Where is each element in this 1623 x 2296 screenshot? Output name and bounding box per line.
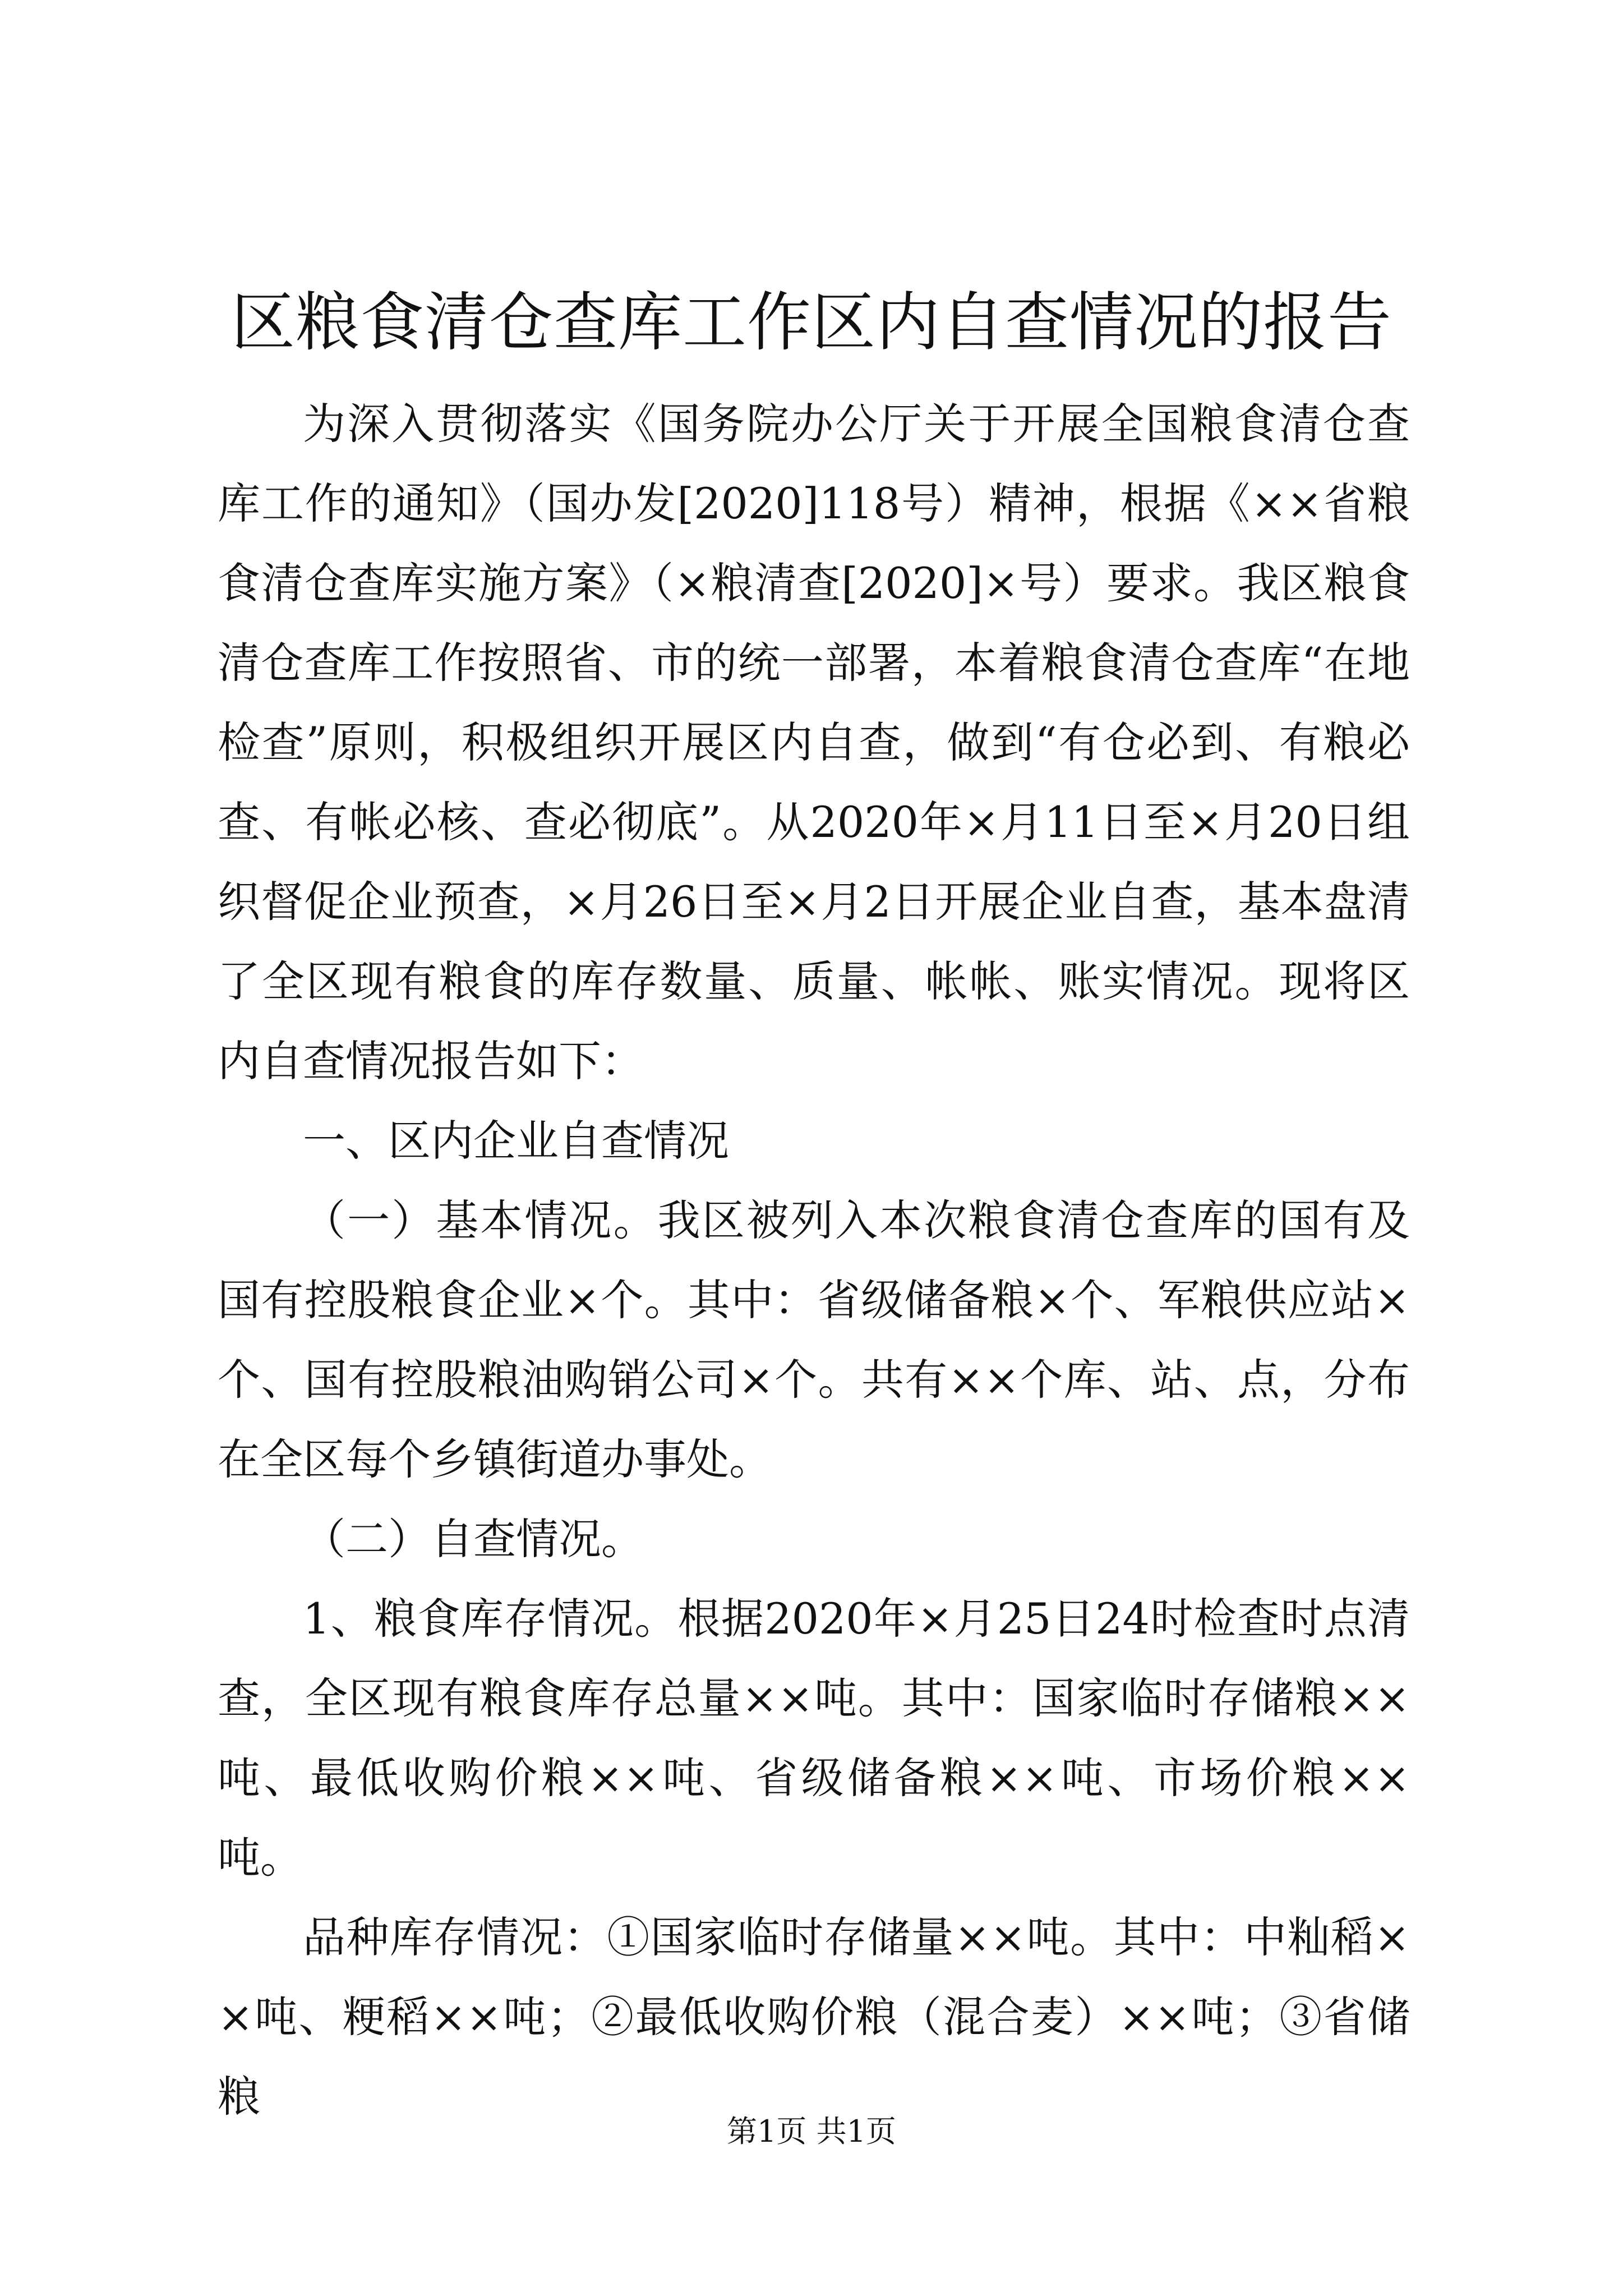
page-number-footer: 第1页 共1页	[727, 2114, 896, 2149]
document-body	[218, 384, 1410, 2137]
intro-paragraph: 为深入贯彻落实《国务院办公厅关于开展全国粮食清仓查库工作的通知》（国办发[2020]118号）精神，根据《××省粮食清仓查库实施方案》（×粮清查[2020]×号）要求。我区粮食清仓查库工作按照省、市的统一部署，本着粮食清仓查库“在地检查”原则，积极组织开展区内自查，做到“有仓必到、有粮必查、有帐必核、查必彻底”。从2020年×月11日至×月20日组织督促企业预查，×月26日至×月2日开展企业自查，基本盘清了全区现有粮食的库存数量、质量、帐帐、账实情况。现将区内自查情况报告如下：	[218, 399, 1410, 1086]
section-heading-self-check: 一、区内企业自查情况	[303, 1116, 729, 1166]
document-title: 区粮食清仓查库工作区内自查情况的报告	[230, 285, 1392, 360]
basic-situation-paragraph: （一）基本情况。我区被列入本次粮食清仓查库的国有及国有控股粮食企业×个。其中：省级储备粮×个、军粮供应站×个、国有控股粮油购销公司×个。共有××个库、站、点，分布在全区每个乡镇街道办事处。	[218, 1195, 1410, 1484]
variety-inventory-paragraph: 品种库存情况：①国家临时存储量××吨。其中：中籼稻××吨、粳稻××吨；②最低收购价粮（混合麦）××吨；③省储粮	[218, 1912, 1410, 2122]
self-check-subheading: （二）自查情况。	[303, 1514, 644, 1564]
inventory-paragraph: 1、粮食库存情况。根据2020年×月25日24时检查时点清查，全区现有粮食库存总量××吨。其中：国家临时存储粮××吨、最低收购价粮××吨、省级储备粮××吨、市场价粮××吨。	[218, 1594, 1410, 1883]
